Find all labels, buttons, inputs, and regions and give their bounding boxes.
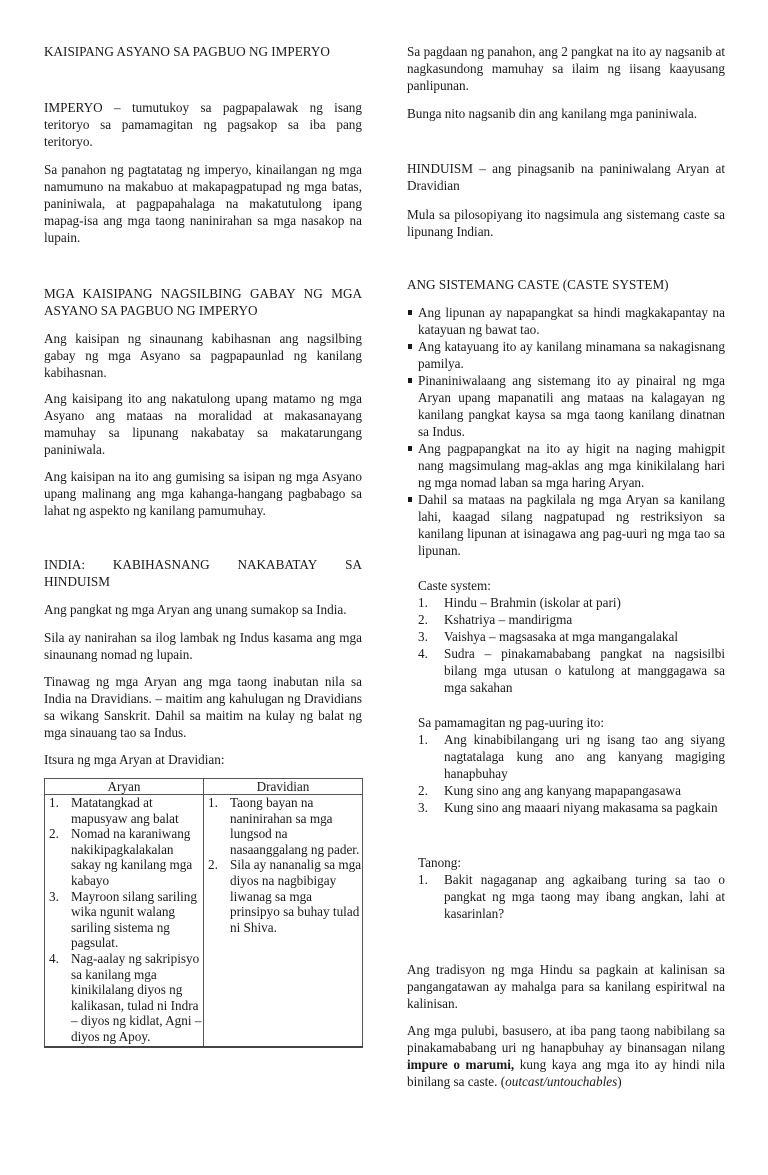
classification-item-2: 2. Kung sino ang ang kanyang mapapangasawa: [418, 783, 681, 798]
table-header-row: [45, 779, 363, 795]
classification-item-3: 3. Kung sino ang maaari niyang makasama sa pagkain: [418, 800, 718, 815]
caste-item-3: 3. Vaishya – magsasaka at mga mangangalakal: [418, 629, 678, 644]
caste-system-list: [418, 594, 725, 696]
imperyo-definition: IMPERYO – tumutukoy sa pagpapalawak ng isang teritoryo sa pamamagitan ng pagsakop sa iba pang teritoryo.: [44, 100, 362, 149]
hinduism-paragraph: Mula sa pilosopiyang ito nagsimula ang sistemang caste sa lipunang Indian.: [407, 207, 725, 239]
aryan-dravidian-table-wrapper: [44, 778, 362, 1048]
caste-bullet-list: [407, 304, 725, 559]
aryan-item-1: 1. Matatangkad at mapusyaw ang balat: [49, 795, 179, 826]
classification-label: Sa pamamagitan ng pag-uuring ito:: [418, 715, 605, 730]
impure-term: impure o marumi,: [407, 1057, 515, 1072]
table-caption: Itsura ng mga Aryan at Dravidian:: [44, 752, 225, 767]
section2-paragraph-1: Ang kaisipan ng sinaunang kabihasnan ang nagsilbing gabay ng mga Asyano sa pagpapaunlad ng kanilang kabihasnan.: [44, 331, 362, 380]
hinduism-definition: HINDUISM – ang pinagsanib na paniniwalang Aryan at Dravidian: [407, 161, 725, 193]
table-header-dravidian: Dravidian: [204, 779, 363, 795]
aryan-dravidian-table: [44, 778, 363, 1048]
outcast-term: outcast/untouchables: [505, 1074, 618, 1089]
table-header-aryan: Aryan: [45, 779, 204, 795]
section2-paragraph-3: Ang kaisipan na ito ang gumising sa isipan ng mga Asyano upang malinang ang mga kahanga-hangang pagbabago sa lahat ng aspekto ng kanilang pamumuhay.: [44, 469, 362, 518]
caste-bullet-4: Ang pagpapangkat na ito ay higit na naging mahigpit nang magsimulang mag-aklas ang mga kinikilalang hari ng mga nomad laban sa mga haring Aryan.: [407, 440, 725, 491]
classification-item-1: 1. Ang kinabibilangang uri ng isang tao ang siyang nagtatalaga kung ano ang kanyang magiging hanapbuhay: [418, 732, 725, 781]
section3-paragraph-1: Ang pangkat ng mga Aryan ang unang sumakop sa India.: [44, 602, 347, 617]
section2-paragraph-2: Ang kaisipang ito ang nakatulong upang matamo ng mga Asyano ang mataas na moralidad at makasanayang mamuhay sa lipunang nakabatay sa makatarungang paniniwala.: [44, 391, 362, 457]
tradition-paragraph: Ang tradisyon ng mga Hindu sa pagkain at kalinisan sa pangangatawan ay mahalga para sa kanilang espiritwal na kalinisan.: [407, 962, 725, 1011]
document-title: KAISIPANG ASYANO SA PAGBUO NG IMPERYO: [44, 44, 330, 59]
question-block: [418, 854, 725, 922]
question-list: [418, 871, 725, 922]
caste-bullet-5: Dahil sa mataas na pagkilala ng mga Aryan sa kanilang lahi, kaagad silang nagpatupad ng restriksiyon sa kanilang lipunan at isinagawa ang pag-uuri ng mga tao sa lipunan.: [407, 491, 725, 559]
table-row: [45, 795, 363, 1047]
aryan-item-4: 4. Nag-aalay ng sakripisyo sa kanilang mga kinikilalang diyos ng kalikasan, tulad ni Indra – diyos ng kidlat, Agni – diyos ng Apoy.: [49, 950, 202, 1044]
question-item-1: 1. Bakit nagaganap ang agkaibang turing sa tao o pangkat ng mga taong may ibang angkan, lahi at kasarinlan?: [418, 872, 725, 921]
aryan-item-2: 2. Nomad na karaniwang nakikipagkalakalan sakay ng kanilang mga kabayo: [49, 826, 193, 888]
caste-item-1: 1. Hindu – Brahmin (iskolar at pari): [418, 595, 621, 610]
aryan-item-3: 3. Mayroon silang sariling wika ngunit walang sariling sistema ng pagsulat.: [49, 888, 197, 951]
classification-block: [418, 714, 725, 816]
india-heading-line-2: HINDUISM: [44, 574, 110, 589]
imperyo-paragraph: Sa panahon ng pagtatatag ng imperyo, kinailangan ng mga namumuno na makabuo at makapagpatupad ng mga batas, paniniwala, at pagpapahalaga na makatutulong ipang mapag-isa ang mga taong naninirahan sa mga nasakop na lupain.: [44, 162, 362, 245]
classification-list: [418, 731, 725, 816]
caste-item-4: 4. Sudra – pinakamababang pangkat na nagsisilbi bilang mga utusan o katulong at manggagawa sa mga sakahan: [418, 646, 725, 695]
outcast-paragraph: Ang mga pulubi, basusero, at iba pang taong nabibilang sa pinakamababang uri ng hanapbuhay ay binansagan nilang impure o marumi, kung kaya ang mga ito ay hindi nila binilang sa caste. (outcast/untouchables): [407, 1023, 725, 1089]
section-heading-kaisipang-gabay: MGA KAISIPANG NAGSILBING GABAY NG MGA ASYANO SA PAGBUO NG IMPERYO: [44, 286, 362, 318]
caste-system-label: Caste system:: [418, 578, 491, 593]
section-heading-india: [44, 556, 362, 573]
beliefs-merge-paragraph: Bunga nito nagsanib din ang kanilang mga paniniwala.: [407, 106, 698, 121]
caste-bullet-3: Pinaniniwalaang ang sistemang ito ay pinairal ng mga Aryan upang mapanatili ang mataas na kalagayan ng kanilang pangkat kaysa sa mga taong kanilang dinatnan sa Indus.: [407, 372, 725, 440]
caste-item-2: 2. Kshatriya – mandirigma: [418, 612, 573, 627]
question-label: Tanong:: [418, 855, 462, 870]
section3-paragraph-2: Sila ay nanirahan sa ilog lambak ng Indus kasama ang mga sinaunang nomad ng lupain.: [44, 630, 362, 662]
caste-bullet-1: Ang lipunan ay napapangkat sa hindi magkakapantay na katayuan ng bawat tao.: [407, 304, 725, 338]
dravidian-cell: [204, 795, 363, 1047]
dravidian-item-1: 1. Taong bayan na naninirahan sa mga lungsod na nasaanggalang ng pader.: [208, 795, 360, 857]
section3-paragraph-3: Tinawag ng mga Aryan ang mga taong inabutan nila sa India na Dravidians. – maitim ang kahulugan ng Dravidians sa wikang Sanskrit. Dahil sa maitim na kulay ng balat ng mga sinauang tao sa Indus.: [44, 674, 362, 740]
merge-paragraph: Sa pagdaan ng panahon, ang 2 pangkat na ito ay nagsanib at nagkasundong mamuhay sa ilaim ng iisang kaayusang panlipunan.: [407, 44, 725, 93]
caste-system-heading: ANG SISTEMANG CASTE (CASTE SYSTEM): [407, 277, 669, 292]
caste-bullet-2: Ang katayuang ito ay kanilang minamana sa nakagisnang pamilya.: [407, 338, 725, 372]
india-heading-line: INDIA: KABIHASNANG NAKABATAY SA: [44, 557, 362, 572]
dravidian-item-2: 2. Sila ay nananalig sa mga diyos na nagbibigay liwanag sa mga prinsipyo sa buhay tulad ni Shiva.: [208, 857, 362, 935]
caste-system-block: [418, 577, 725, 696]
aryan-cell: [45, 795, 204, 1047]
